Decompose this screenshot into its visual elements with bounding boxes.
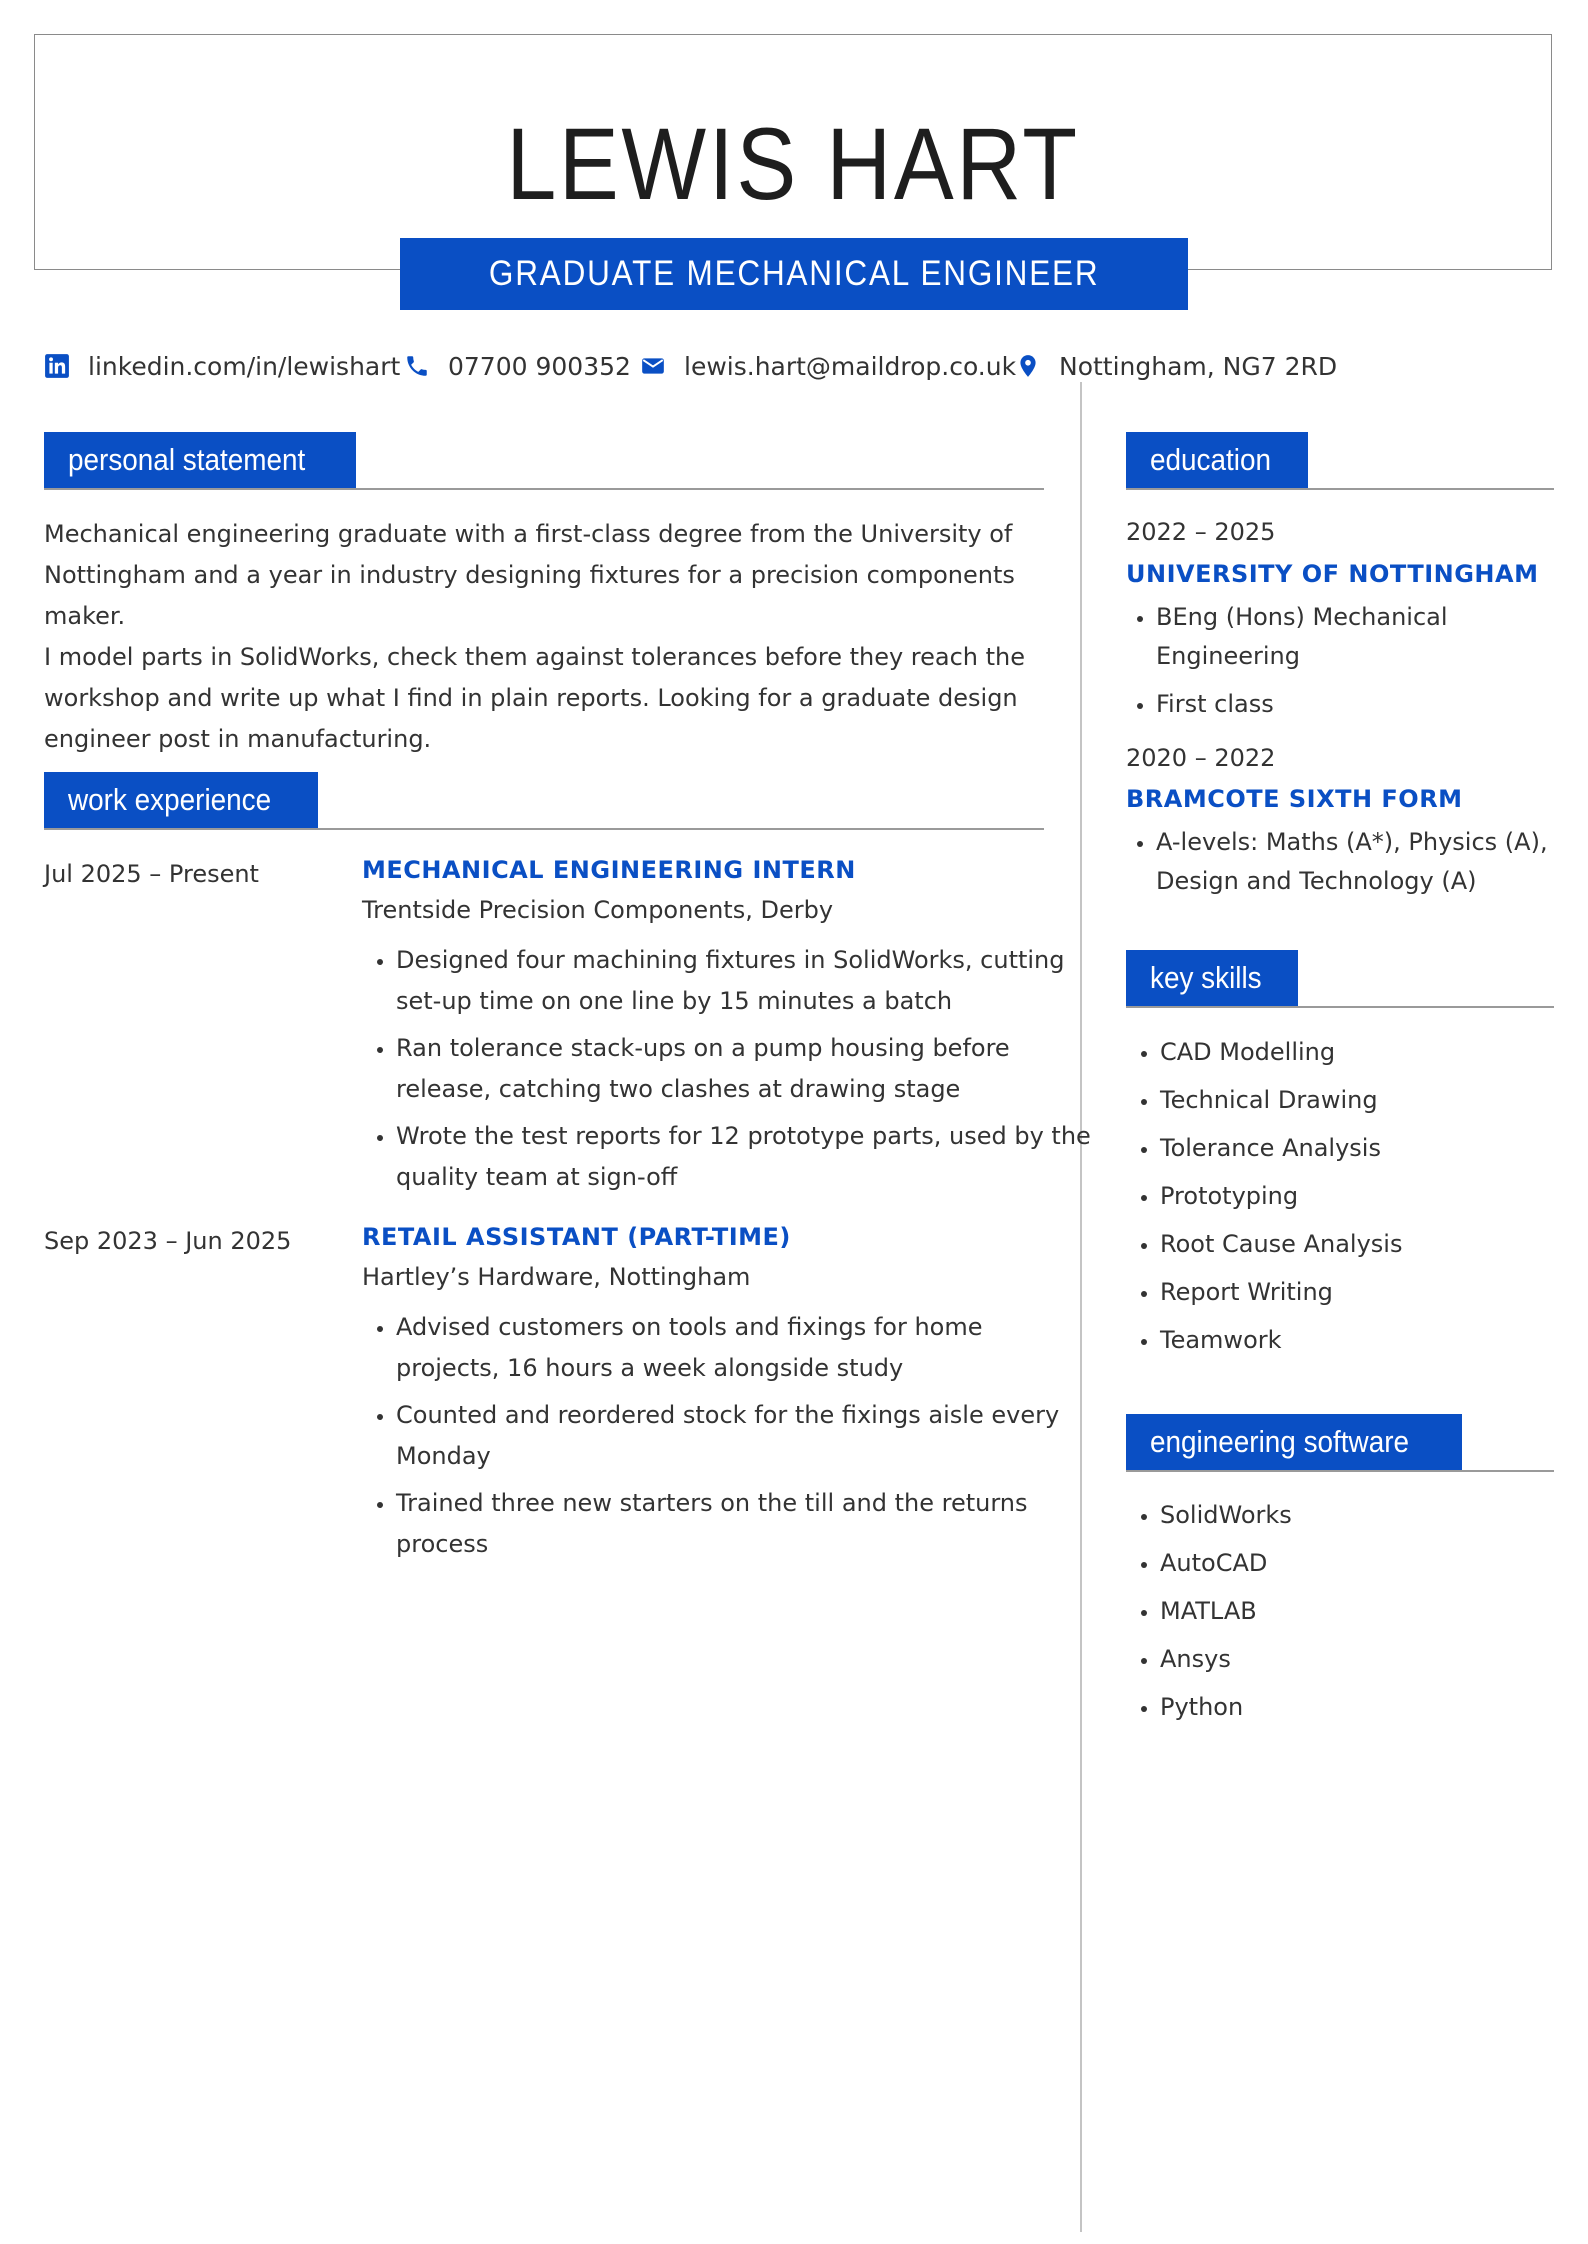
education-dates: 2020 – 2022 (1126, 744, 1276, 772)
list-item: • Designed four machining fixtures in SolidWorks, cutting set-up time on one line by 15 minutes a batch (396, 940, 1096, 1022)
section-title: engineering software (1150, 1424, 1410, 1459)
list-item: • Report Writing (1160, 1275, 1580, 1309)
personal-statement-text (44, 514, 1054, 760)
list-item: • Wrote the test reports for 12 prototype parts, used by the quality team at sign-off (396, 1116, 1096, 1198)
education-school: BRAMCOTE SIXTH FORM (1126, 785, 1463, 813)
list-item: • Counted and reordered stock for the fixings aisle every Monday (396, 1395, 1096, 1477)
statement-line: workshop and write up what I find in plain reports. Looking for a graduate design (44, 684, 1018, 712)
list-item: • MATLAB (1160, 1594, 1580, 1628)
contact-location (1015, 348, 1337, 384)
education-school: UNIVERSITY OF NOTTINGHAM (1126, 560, 1539, 588)
candidate-name: LEWIS HART (506, 107, 1080, 221)
statement-line: engineer post in manufacturing. (44, 725, 432, 753)
phone-icon (404, 353, 430, 379)
list-item: • Technical Drawing (1160, 1083, 1580, 1117)
job-dates: Sep 2023 – Jun 2025 (44, 1227, 292, 1255)
email-icon (640, 353, 666, 379)
list-item: • Prototyping (1160, 1179, 1580, 1213)
job-title-banner (400, 238, 1188, 310)
job-dates: Jul 2025 – Present (44, 860, 259, 888)
education-bullets (1126, 823, 1584, 910)
location-pin-icon (1015, 353, 1041, 379)
education-dates: 2022 – 2025 (1126, 518, 1276, 546)
job-role: RETAIL ASSISTANT (PART-TIME) (362, 1223, 791, 1251)
engineering-software-list (1126, 1498, 1580, 1738)
linkedin-text: linkedin.com/in/lewishart (88, 351, 401, 381)
job-title: GRADUATE MECHANICAL ENGINEER (488, 254, 1100, 293)
list-item: • Advised customers on tools and fixings for home projects, 16 hours a week alongside study (396, 1307, 1096, 1389)
key-skills-header (1126, 950, 1554, 1008)
education-header (1126, 432, 1554, 490)
email-text: lewis.hart@maildrop.co.uk (684, 351, 1017, 381)
list-item: • BEng (Hons) Mechanical Engineering (1156, 598, 1576, 676)
list-item: • Ansys (1160, 1642, 1580, 1676)
key-skills-list (1126, 1035, 1580, 1371)
job-company: Hartley’s Hardware, Nottingham (362, 1263, 751, 1291)
list-item: • CAD Modelling (1160, 1035, 1580, 1069)
list-item: • Teamwork (1160, 1323, 1580, 1357)
list-item: • A-levels: Maths (A*), Physics (A), Design and Technology (A) (1156, 823, 1584, 901)
statement-line: Mechanical engineering graduate with a first-class degree from the University of (44, 520, 1013, 548)
list-item: • AutoCAD (1160, 1546, 1580, 1580)
education-bullets (1126, 598, 1576, 733)
list-item: • Ran tolerance stack-ups on a pump housing before release, catching two clashes at drawing stage (396, 1028, 1096, 1110)
job-role: MECHANICAL ENGINEERING INTERN (362, 856, 856, 884)
list-item: • Root Cause Analysis (1160, 1227, 1580, 1261)
statement-line: Nottingham and a year in industry designing fixtures for a precision components maker. (44, 561, 1015, 630)
list-item: • First class (1156, 685, 1576, 724)
list-item: • Trained three new starters on the till and the returns process (396, 1483, 1096, 1565)
section-title: education (1150, 442, 1272, 477)
name-box (34, 34, 1552, 270)
section-title: key skills (1150, 960, 1262, 995)
personal-statement-header (44, 432, 1044, 490)
contact-linkedin[interactable] (44, 348, 400, 384)
job-bullets (362, 940, 1096, 1204)
linkedin-icon (44, 353, 70, 379)
list-item: • Tolerance Analysis (1160, 1131, 1580, 1165)
list-item: • SolidWorks (1160, 1498, 1580, 1532)
section-title: work experience (68, 782, 272, 817)
contact-phone[interactable] (404, 348, 631, 384)
job-company: Trentside Precision Components, Derby (362, 896, 834, 924)
list-item: • Python (1160, 1690, 1580, 1724)
phone-text: 07700 900352 (448, 351, 631, 381)
section-title: personal statement (68, 442, 306, 477)
statement-line: I model parts in SolidWorks, check them against tolerances before they reach the (44, 643, 1026, 671)
contact-email[interactable] (640, 348, 1016, 384)
location-text: Nottingham, NG7 2RD (1059, 351, 1338, 381)
job-bullets (362, 1307, 1096, 1571)
work-experience-header (44, 772, 1044, 830)
engineering-software-header (1126, 1414, 1554, 1472)
